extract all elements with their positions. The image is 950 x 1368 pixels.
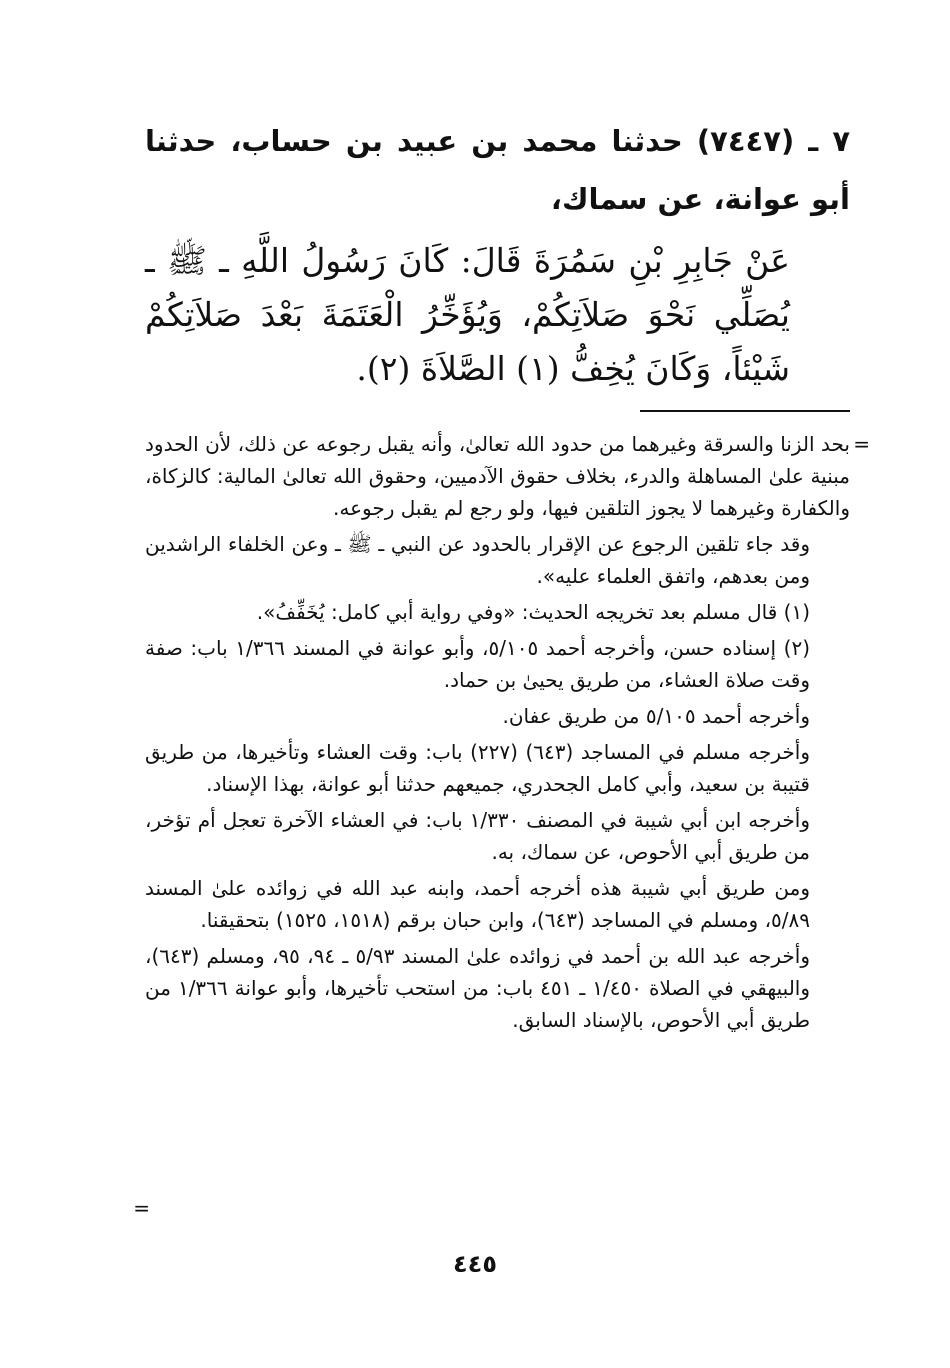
footnote-1: (١) قال مسلم بعد تخريجه الحديث: «وفي رواية أبي كامل: يُخَفِّفُ». <box>256 600 810 624</box>
page-number: ٤٤٥ <box>453 1250 497 1278</box>
continues-marker: = <box>133 1196 150 1220</box>
footnote-separator <box>640 410 850 412</box>
footnotes <box>145 428 850 1040</box>
footnote-continuation: بحد الزنا والسرقة وغيرهما من حدود الله تعالىٰ، وأنه يقبل رجوعه عن ذلك، لأن الحدود مبنية علىٰ المساهلة والدرء، بخلاف حقوق الآدميين، وحقوق الله تعالىٰ المالية: كالزكاة، والكفارة وغيرهما لا يجوز التلقين فيها، ولو رجع لم يقبل رجوعه. <box>145 432 850 520</box>
footnote-paragraph: ومن طريق أبي شيبة هذه أخرجه أحمد، وابنه عبد الله في زوائده علىٰ المسند ٥/٨٩، ومسلم في المساجد (٦٤٣)، وابن حبان برقم (١٥١٨، ١٥٢٥) بتحقيقنا. <box>145 876 810 932</box>
footnote-2: (٢) إسناده حسن، وأخرجه أحمد ٥/١٠٥، وأبو عوانة في المسند ١/٣٦٦ باب: صفة وقت صلاة العشاء، من طريق يحيىٰ بن حماد. <box>145 636 810 692</box>
footnote-paragraph: وقد جاء تلقين الرجوع عن الإقرار بالحدود عن النبي ـ ﷺ ـ وعن الخلفاء الراشدين ومن بعدهم، واتفق العلماء عليه». <box>145 532 810 588</box>
hadith-section <box>145 112 850 396</box>
footnote-paragraph: وأخرجه مسلم في المساجد (٦٤٣) (٢٢٧) باب: وقت العشاء وتأخيرها، من طريق قتيبة بن سعيد، وأبي كامل الجحدري، جميعهم حدثنا أبو عوانة، بهذا الإسناد. <box>145 740 810 796</box>
footnote-paragraph: وأخرجه أحمد ٥/١٠٥ من طريق عفان. <box>502 704 810 728</box>
continuation-marker: = <box>853 432 870 456</box>
hadith-header: ٧ ـ (٧٤٤٧) حدثنا محمد بن عبيد بن حساب، حدثنا أبو عوانة، عن سماك، <box>145 124 851 216</box>
footnote-paragraph: وأخرجه ابن أبي شيبة في المصنف ١/٣٣٠ باب: في العشاء الآخرة تعجل أم تؤخر، من طريق أبي الأحوص، عن سماك، به. <box>145 808 810 864</box>
footnote-paragraph: وأخرجه عبد الله بن أحمد في زوائده علىٰ المسند ٥/٩٣ ـ ٩٤، ٩٥، ومسلم (٦٤٣)، والبيهقي في الصلاة ١/٤٥٠ ـ ٤٥١ باب: من استحب تأخيرها، وأبو عوانة ١/٣٦٦ من طريق أبي الأحوص، بالإسناد السابق. <box>145 944 811 1032</box>
hadith-text: عَنْ جَابِرِ بْنِ سَمُرَةَ قَالَ: كَانَ رَسُولُ اللَّهِ ـ ﷺ ـ يُصَلِّي نَحْوَ صَلاَتِكُمْ، وَيُؤَخِّرُ الْعَتَمَةَ بَعْدَ صَلاَتِكُمْ شَيْئاً، وَكَانَ يُخِفُّ (١) الصَّلاَةَ (٢). <box>145 241 790 388</box>
